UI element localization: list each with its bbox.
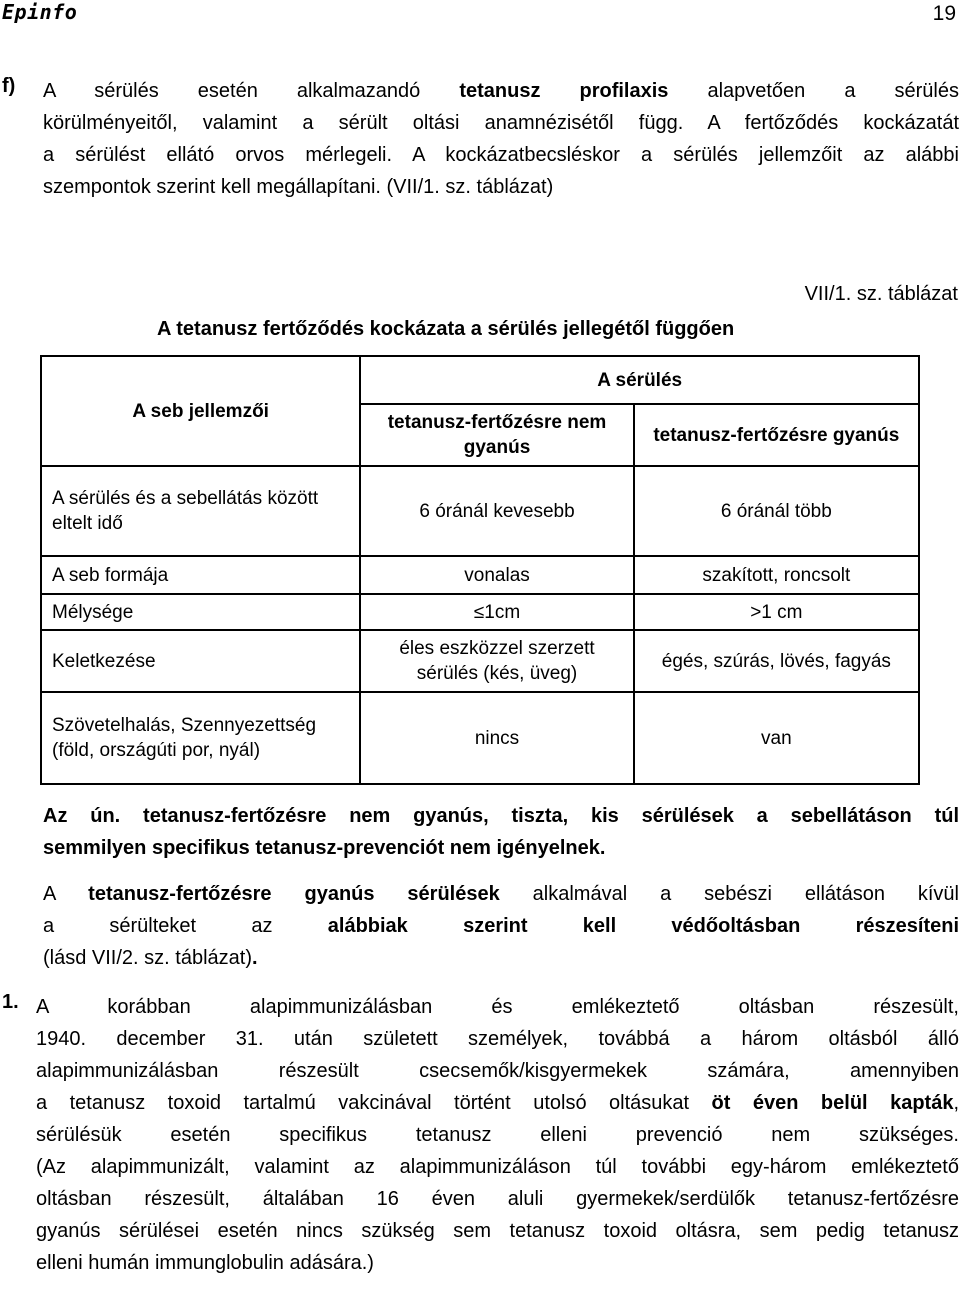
table-col-b-header: tetanusz-fertőzésre gyanús <box>634 404 919 466</box>
item-f-line-1: A sérülés esetén alkalmazandó tetanusz profilaxis alapvetően a sérülés <box>43 80 959 102</box>
item-1-line-1: A korábban alapimmunizálásban és emlékeztető oltásban részesült, <box>36 996 959 1018</box>
table-cell: ≤1cm <box>360 594 633 630</box>
brand-logo: Epinfo <box>2 0 78 24</box>
item-1-line-2: 1940. december 31. után született személyek, továbbá a három oltásból álló <box>36 1028 959 1050</box>
table-group-header: A sérülés <box>360 356 919 404</box>
table-row <box>41 692 919 784</box>
item-1-line-3: alapimmunizálásban részesült csecsemők/kisgyermekek számára, amennyiben <box>36 1060 959 1082</box>
table-cell: nincs <box>360 692 633 784</box>
table-col-header: A seb jellemzői <box>41 356 360 466</box>
item-f-line-3: a sérülést ellátó orvos mérlegeli. A kockázatbecsléskor a sérülés jellemzőit az alábbi <box>43 144 959 166</box>
para2-line-2: a sérülteket az alábbiak szerint kell védőoltásban részesíteni <box>43 915 959 937</box>
item-1-line-4: a tetanusz toxoid tartalmú vakcinával történt utolsó oltásukat öt éven belül kapták, <box>36 1092 959 1114</box>
note-line-1: Az ún. tetanusz-fertőzésre nem gyanús, tiszta, kis sérülések a sebellátáson túl <box>43 805 959 827</box>
item-1-line-6: (Az alapimmunizált, valamint az alapimmunizáláson túl további egy-három emlékeztető <box>36 1156 959 1178</box>
table-row <box>41 466 919 556</box>
table-cell: szakított, roncsolt <box>634 556 919 594</box>
table-cell: van <box>634 692 919 784</box>
table-row <box>41 556 919 594</box>
item-f-line-2: körülményeitől, valamint a sérült oltási anamnézisétől függ. A fertőződés kockázatát <box>43 112 959 134</box>
note-paragraph <box>43 800 959 864</box>
para2-line-3: (lásd VII/2. sz. táblázat). <box>43 947 258 969</box>
table-row-label: Keletkezése <box>41 630 360 692</box>
item-1-line-7: oltásban részesült, általában 16 éven aluli gyermekek/serdülők tetanusz-fertőzésre <box>36 1188 959 1210</box>
item-1-line-8: gyanús sérülései esetén nincs szükség sem tetanusz toxoid oltásra, sem pedig tetanusz <box>36 1220 959 1242</box>
note-line-2: semmilyen specifikus tetanusz-prevenciót nem igényelnek. <box>43 837 606 859</box>
table-cell: 6 óránál több <box>634 466 919 556</box>
table-col-a-header: tetanusz-fertőzésre nem gyanús <box>360 404 633 466</box>
table-row-label: A sérülés és a sebellátás között eltelt idő <box>41 466 360 556</box>
risk-table <box>40 355 920 785</box>
table-reference: VII/1. sz. táblázat <box>804 283 958 305</box>
table-title: A tetanusz fertőződés kockázata a sérülés jellegétől függően <box>157 318 735 340</box>
table-row <box>41 594 919 630</box>
table-row-label: Mélysége <box>41 594 360 630</box>
table-cell: égés, szúrás, lövés, fagyás <box>634 630 919 692</box>
item-1-line-5: sérülésük esetén specifikus tetanusz elleni prevenció nem szükséges. <box>36 1124 959 1146</box>
page-number: 19 <box>932 2 956 25</box>
item-1-label: 1. <box>2 991 19 1013</box>
table-row-label: Szövetelhalás, Szennyezettség (föld, országúti por, nyál) <box>41 692 360 784</box>
table-cell: >1 cm <box>634 594 919 630</box>
item-f-label: f) <box>2 75 16 97</box>
para2-line-1: A tetanusz-fertőzésre gyanús sérülések alkalmával a sebészi ellátáson kívül <box>43 883 959 905</box>
table-cell: 6 óránál kevesebb <box>360 466 633 556</box>
item-1-paragraph <box>36 991 959 1279</box>
table-cell: éles eszközzel szerzett sérülés (kés, üveg) <box>360 630 633 692</box>
table-row-label: A seb formája <box>41 556 360 594</box>
item-1-line-9: elleni humán immunglobulin adására.) <box>36 1252 374 1274</box>
paragraph-vaccination <box>43 878 959 974</box>
table-row <box>41 630 919 692</box>
item-f-paragraph <box>43 75 959 203</box>
table-cell: vonalas <box>360 556 633 594</box>
item-f-line-4: szempontok szerint kell megállapítani. (VII/1. sz. táblázat) <box>43 176 554 198</box>
